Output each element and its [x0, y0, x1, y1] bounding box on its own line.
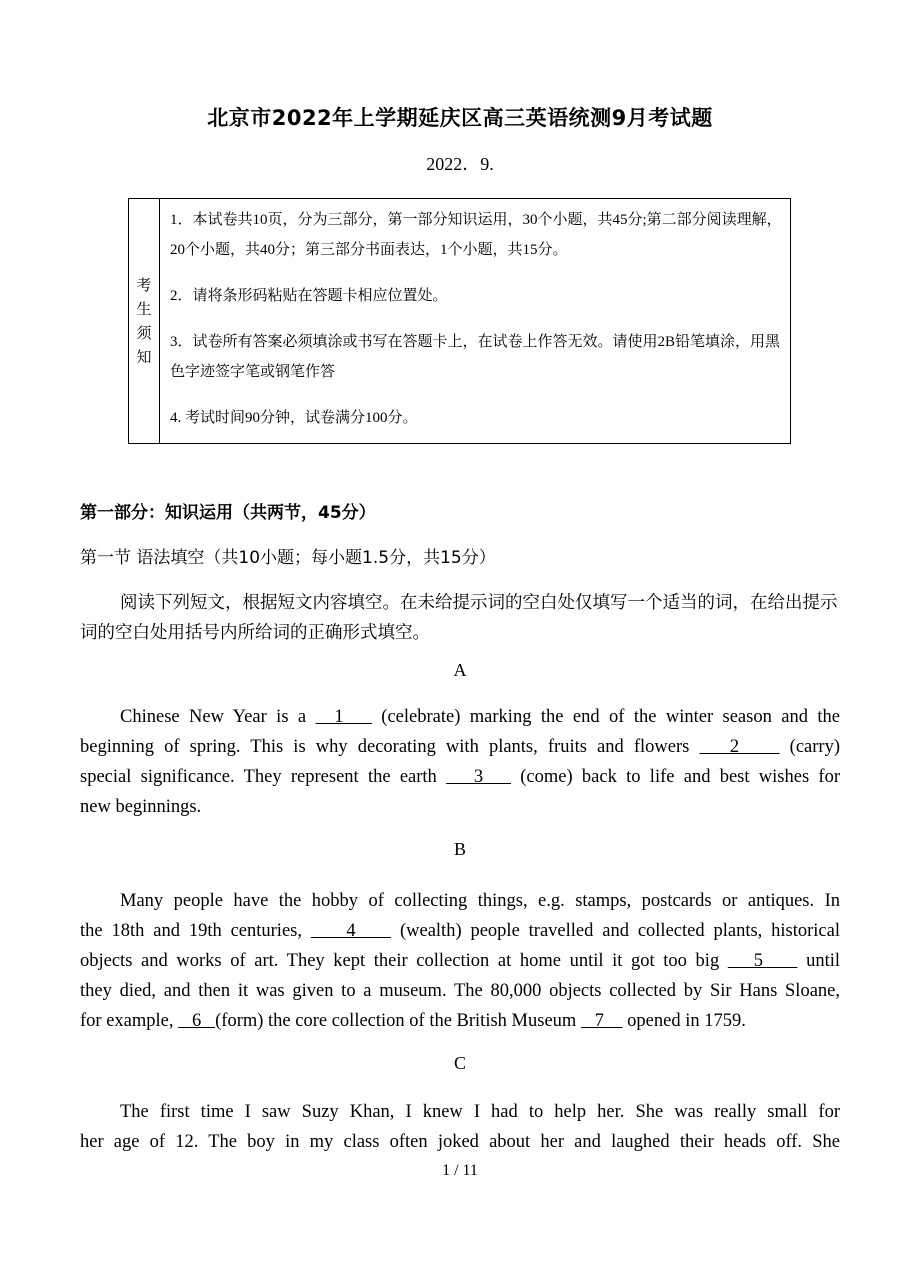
answer-blank: 2: [699, 737, 780, 757]
notice-label-char: 考: [136, 276, 152, 294]
passage-line: [80, 1097, 840, 1127]
notice-item: 1．本试卷共10页，分为三部分，第一部分知识运用，30个小题，共45分;第二部分阅读理解，20个小题，共40分；第三部分书面表达，1个小题，共15分。: [170, 212, 782, 258]
passage-text: opened in 1759.: [622, 1011, 746, 1031]
notice-item: 4. 考试时间90分钟，试卷满分100分。: [170, 410, 418, 426]
passage-line: [80, 1127, 840, 1157]
page-title: 北京市2022年上学期延庆区高三英语统测9月考试题: [207, 106, 713, 130]
passage-text: for example,: [80, 1011, 179, 1031]
notice-item: 3．试卷所有答案必须填涂或书写在答题卡上，在试卷上作答无效。请使用2B铅笔填涂，用黑色字迹签字笔或钢笔作答: [170, 334, 781, 380]
passage-text: Many people have the hobby of collecting things, e.g. stamps, postcards or antiques. In: [120, 891, 840, 911]
exam-date: 2022．9.: [426, 154, 494, 174]
passage-text: objects and works of art. They kept their collection at home until it got too big: [80, 951, 728, 971]
passage-text: new beginnings.: [80, 797, 202, 817]
passage-text: until: [797, 951, 840, 971]
passage-letter: A: [453, 660, 467, 680]
passage-a: [80, 702, 840, 822]
exam-notice-box: [128, 198, 791, 444]
passage-line: [80, 976, 840, 1006]
passage-text: (form) the core collection of the British Museum: [215, 1011, 581, 1031]
passage-letter: B: [453, 839, 466, 859]
page-number: 1 / 11: [442, 1162, 478, 1179]
passage-text: (celebrate) marking the end of the winter season and the: [371, 707, 840, 727]
passage-line: [80, 916, 840, 946]
passage-b: [80, 886, 840, 1036]
passage-text: beginning of spring. This is why decorating with plants, fruits and flowers: [80, 737, 700, 757]
passage-line: [80, 1006, 840, 1036]
passage-line: [80, 762, 840, 792]
passage-c: [80, 1097, 840, 1157]
passage-text: (come) back to life and best wishes for: [511, 767, 841, 787]
passage-line: [80, 792, 840, 822]
passage-text: they died, and then it was given to a museum. The 80,000 objects collected by Sir Hans Sloane,: [80, 981, 840, 1001]
passage-text: Chinese New Year is a: [120, 707, 316, 727]
notice-item: 2．请将条形码粘贴在答题卡相应位置处。: [170, 288, 448, 304]
passage-text: her age of 12. The boy in my class often joked about her and laughed their heads off. She: [80, 1132, 840, 1152]
answer-blank: 7: [580, 1011, 623, 1031]
passage-text: The first time I saw Suzy Khan, I knew I had to help her. She was really small for: [120, 1102, 840, 1122]
notice-label-char: 知: [136, 348, 152, 366]
passage-text: (wealth) people travelled and collected plants, historical: [391, 921, 840, 941]
notice-label-char: 须: [136, 324, 152, 342]
notice-label-char: 生: [136, 300, 152, 318]
passage-line: [80, 732, 840, 762]
answer-blank: 6: [178, 1011, 216, 1031]
passage-line: [80, 946, 840, 976]
passage-text: the 18th and 19th centuries,: [80, 921, 311, 941]
subsection-heading: 第一节 语法填空（共10小题；每小题1.5分，共15分）: [80, 548, 496, 568]
section-heading: 第一部分：知识运用（共两节，45分）: [80, 503, 376, 523]
answer-blank: 5: [727, 951, 798, 971]
answer-blank: 4: [310, 921, 392, 941]
passage-line: [80, 886, 840, 916]
instructions: 阅读下列短文，根据短文内容填空。在未给提示词的空白处仅填写一个适当的词，在给出提示词的空白处用括号内所给词的正确形式填空。: [80, 593, 838, 643]
notice-label: [129, 199, 160, 443]
answer-blank: 1: [315, 707, 372, 727]
answer-blank: 3: [446, 767, 511, 787]
passage-letter: C: [453, 1053, 466, 1073]
passage-line: [80, 702, 840, 732]
passage-text: special significance. They represent the earth: [80, 767, 447, 787]
passage-text: (carry): [779, 737, 840, 757]
notice-items: [160, 199, 790, 443]
